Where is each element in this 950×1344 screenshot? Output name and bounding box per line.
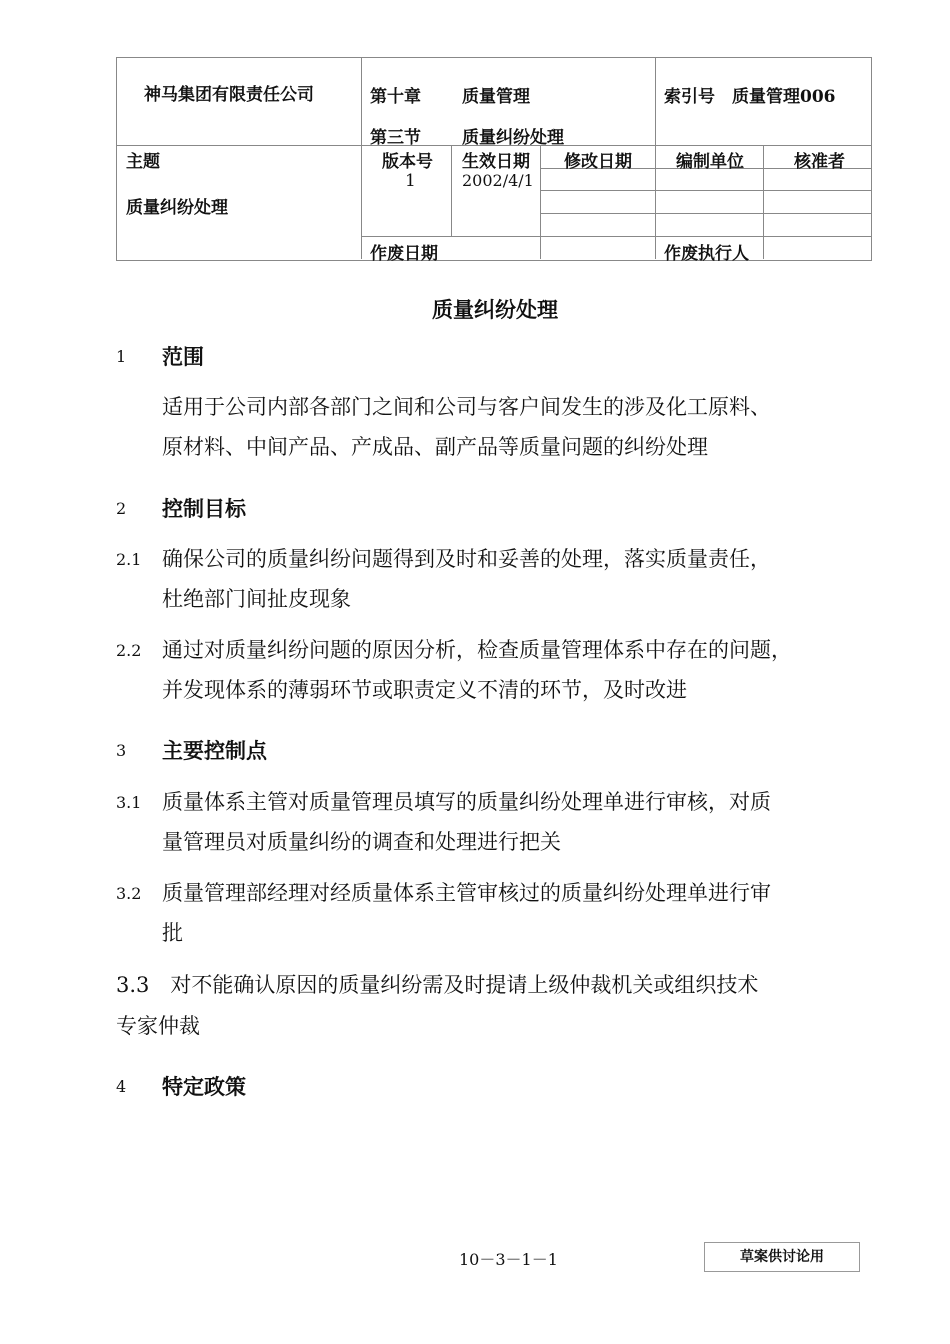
paragraph-line: 专家仲裁	[116, 1014, 200, 1038]
approver-label: 核准者	[794, 152, 845, 172]
section-title: 质量纠纷处理	[462, 128, 564, 148]
row-line	[362, 236, 871, 237]
editor-label: 编制单位	[676, 152, 744, 172]
item-number: 3.2	[116, 884, 142, 903]
paragraph-line: 适用于公司内部各部门之间和公司与客户间发生的涉及化工原料、	[162, 395, 771, 419]
paragraph-line: 确保公司的质量纠纷问题得到及时和妥善的处理，落实质量责任，	[162, 547, 771, 571]
version-label: 版本号	[382, 152, 433, 172]
subject-label: 主题	[126, 152, 160, 172]
paragraph-line: 杜绝部门间扯皮现象	[162, 587, 351, 611]
section-number: 1	[116, 347, 127, 366]
paragraph-line: 批	[162, 921, 183, 945]
version-value: 1	[405, 171, 416, 191]
company-name: 神马集团有限责任公司	[144, 85, 314, 105]
section-title: 范围	[162, 344, 204, 369]
section-title: 特定政策	[162, 1074, 246, 1099]
col-line	[451, 145, 452, 236]
col-line	[655, 145, 656, 259]
section-title: 主要控制点	[162, 738, 267, 763]
void-executor-label: 作废执行人	[664, 244, 749, 264]
draft-badge: 草案供讨论用	[704, 1242, 860, 1272]
item-number: 2.2	[116, 641, 142, 660]
index-label: 索引号	[664, 87, 715, 107]
paragraph-line: 量管理员对质量纠纷的调查和处理进行把关	[162, 830, 561, 854]
modify-date-label: 修改日期	[564, 152, 632, 172]
effective-date-label: 生效日期	[462, 152, 530, 172]
index-value: 质量管理006	[732, 87, 836, 107]
section-title: 控制目标	[162, 496, 246, 521]
col-line	[763, 145, 764, 259]
row-line	[540, 213, 871, 214]
subject-value: 质量纠纷处理	[126, 198, 228, 218]
chapter-label: 第十章	[370, 87, 421, 107]
item-number: 3.1	[116, 793, 142, 812]
section-label: 第三节	[370, 128, 421, 148]
paragraph-line: 通过对质量纠纷问题的原因分析，检查质量管理体系中存在的问题，	[162, 638, 792, 662]
page-number: 10－3－1－1	[459, 1250, 558, 1269]
effective-date-value: 2002/4/1	[462, 171, 534, 190]
col-line	[655, 57, 656, 146]
chapter-title: 质量管理	[462, 87, 530, 107]
void-date-label: 作废日期	[370, 244, 438, 264]
row-line	[540, 190, 871, 191]
paragraph-line: 3.3 对不能确认原因的质量纠纷需及时提请上级仲裁机关或组织技术	[116, 973, 759, 997]
paragraph-line: 并发现体系的薄弱环节或职责定义不清的环节，及时改进	[162, 678, 687, 702]
paragraph-line: 质量体系主管对质量管理员填写的质量纠纷处理单进行审核，对质	[162, 790, 771, 814]
doc-title: 质量纠纷处理	[432, 297, 558, 322]
item-number: 2.1	[116, 550, 142, 569]
section-number: 4	[116, 1077, 127, 1096]
section-number: 2	[116, 499, 127, 518]
paragraph-line: 质量管理部经理对经质量体系主管审核过的质量纠纷处理单进行审	[162, 881, 771, 905]
paragraph-line: 原材料、中间产品、产成品、副产品等质量问题的纠纷处理	[162, 435, 708, 459]
section-number: 3	[116, 741, 127, 760]
col-line	[540, 145, 541, 259]
col-line	[361, 57, 362, 259]
